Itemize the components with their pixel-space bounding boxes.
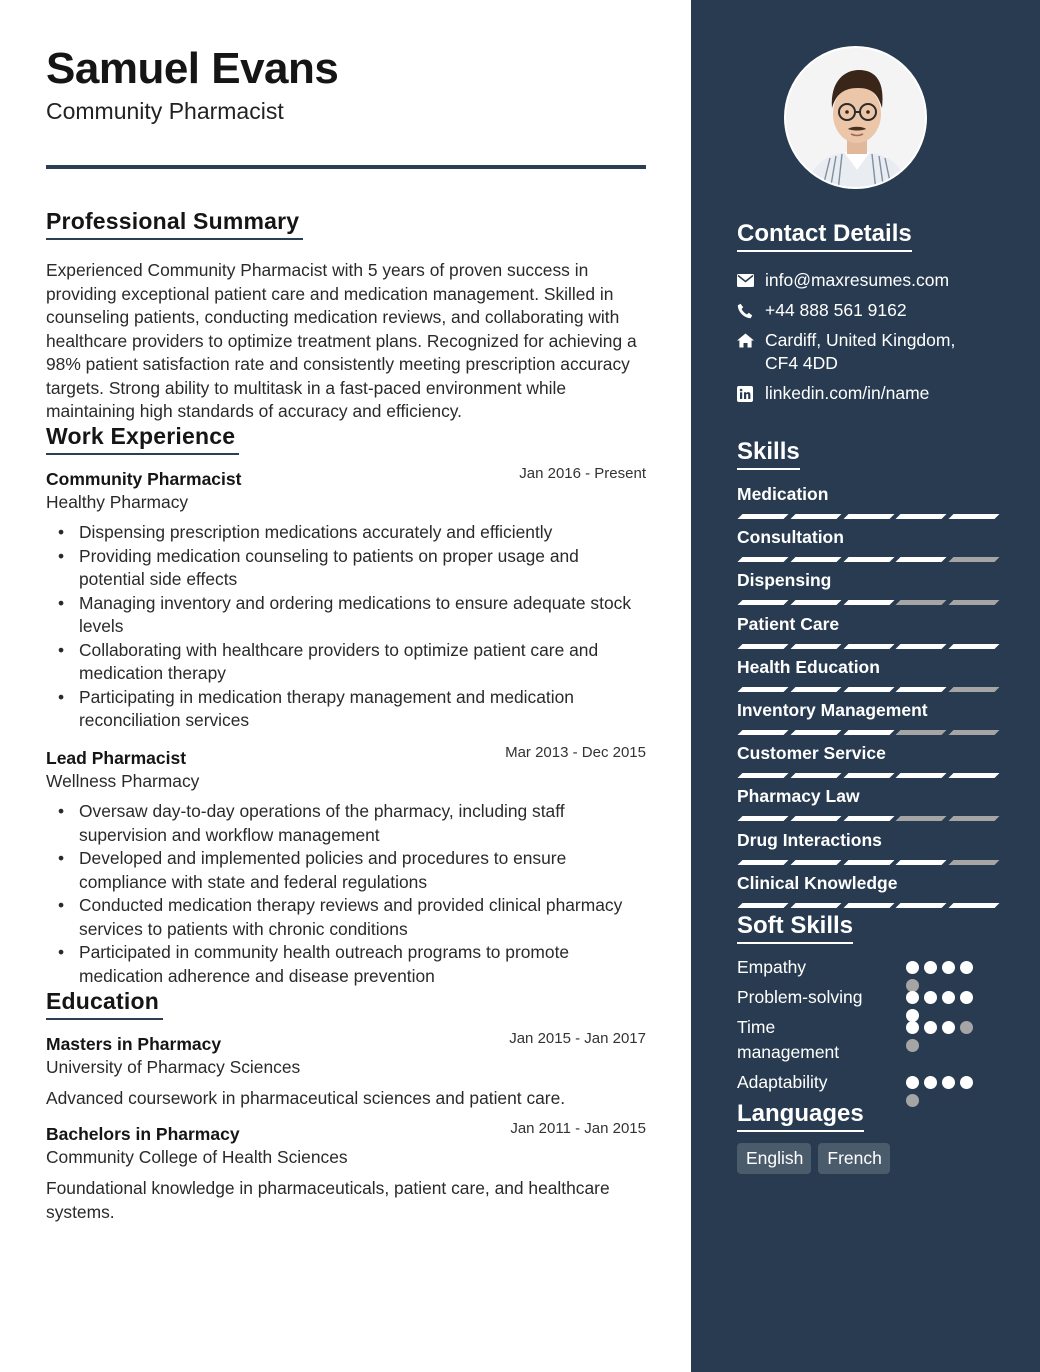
job-bullet: • Conducted medication therapy reviews and provided clinical pharmacy services to patients with chronic conditions: [58, 895, 623, 939]
skill-level-segment-filled: [790, 773, 841, 778]
soft-skill-name: Time management: [737, 1017, 840, 1062]
skill-level-segment-filled: [843, 514, 894, 519]
soft-skill-dot-filled: [942, 991, 955, 1004]
job-company: Healthy Pharmacy: [46, 492, 189, 512]
soft-skill-dot-empty: [906, 1039, 919, 1052]
envelope-icon: [737, 269, 765, 292]
skill-item: [737, 699, 997, 742]
skill-level-segment-filled: [738, 687, 789, 692]
summary-text: Experienced Community Pharmacist with 5 years of proven success in providing exceptional patient care and medication management. Skilled in counseling patients, conducting medication reviews, and collaborating with healthcare providers to optimize treatment plans. Recognized for achieving a 98% patient satisfaction rate and consistently meeting prescription accuracy targets. Strong ability to multitask in a fast-paced environment while maintaining high standards of accuracy and efficiency.: [46, 260, 637, 421]
skill-level-segment-filled: [896, 644, 947, 649]
skill-level-segment-filled: [949, 903, 1000, 908]
skill-level-segment-empty: [949, 557, 1000, 562]
soft-skills-list: [737, 955, 997, 1100]
soft-skill-name: Adaptability: [737, 1072, 828, 1092]
job-bullet: • Participated in community health outreach programs to promote medication adherence and disease prevention: [58, 942, 570, 986]
skill-level-segment-filled: [896, 557, 947, 562]
education-degree: Masters in Pharmacy: [46, 1034, 222, 1054]
soft-skill-dot-filled: [960, 961, 973, 974]
skill-item: [737, 742, 997, 785]
job-bullets: [46, 800, 646, 988]
skill-level-bar: [737, 816, 997, 821]
job-role: Community Pharmacist: [46, 469, 242, 489]
education-date: Jan 2011 - Jan 2015: [510, 1120, 646, 1137]
skill-level-segment-empty: [949, 730, 1000, 735]
skill-name: Clinical Knowledge: [737, 872, 898, 893]
soft-skill-dots: [906, 1076, 986, 1107]
contact-heading: Contact Details: [737, 220, 912, 252]
skill-level-segment-filled: [843, 730, 894, 735]
skill-level-segment-empty: [896, 816, 947, 821]
summary-heading: Professional Summary: [46, 208, 303, 240]
skill-level-bar: [737, 514, 997, 519]
soft-skill-dot-empty: [960, 1021, 973, 1034]
skill-item: [737, 613, 997, 656]
soft-skill-name: Empathy: [737, 957, 807, 977]
skill-level-segment-filled: [843, 816, 894, 821]
soft-skill-dot-filled: [942, 961, 955, 974]
skill-name: Pharmacy Law: [737, 786, 860, 807]
skill-level-segment-filled: [896, 687, 947, 692]
education-school: University of Pharmacy Sciences: [46, 1057, 301, 1077]
skill-level-bar: [737, 557, 997, 562]
skill-level-segment-filled: [738, 903, 789, 908]
skill-level-segment-filled: [738, 730, 789, 735]
skill-level-segment-filled: [790, 730, 841, 735]
skill-level-segment-filled: [896, 773, 947, 778]
skill-level-segment-filled: [738, 860, 789, 865]
contact-phone[interactable]: +44 888 561 9162: [737, 299, 997, 322]
job-company: Wellness Pharmacy: [46, 771, 200, 791]
soft-skill-dot-filled: [924, 991, 937, 1004]
soft-skill-dot-filled: [906, 961, 919, 974]
job-date: Jan 2016 - Present: [519, 465, 646, 482]
skill-level-segment-filled: [790, 600, 841, 605]
soft-skill-dot-filled: [906, 1076, 919, 1089]
job-entry: [46, 465, 646, 733]
skill-level-segment-filled: [896, 514, 947, 519]
skill-level-segment-filled: [738, 816, 789, 821]
soft-skill-dot-filled: [960, 991, 973, 1004]
skill-level-bar: [737, 644, 997, 649]
skill-level-segment-filled: [843, 860, 894, 865]
job-date: Mar 2013 - Dec 2015: [505, 744, 646, 761]
skill-item: [737, 483, 997, 526]
skill-level-segment-empty: [949, 816, 1000, 821]
skill-item: [737, 872, 997, 915]
education-description: Foundational knowledge in pharmaceuticals, patient care, and healthcare systems.: [46, 1178, 610, 1222]
skill-name: Medication: [737, 484, 829, 504]
skills-heading: Skills: [737, 438, 800, 470]
skill-level-segment-filled: [738, 773, 789, 778]
skill-level-segment-filled: [949, 773, 1000, 778]
language-chip: French: [818, 1143, 889, 1174]
skill-level-segment-filled: [843, 687, 894, 692]
education-degree: Bachelors in Pharmacy: [46, 1124, 240, 1144]
experience-heading: Work Experience: [46, 423, 239, 455]
skill-level-segment-filled: [843, 644, 894, 649]
skill-name: Dispensing: [737, 570, 832, 591]
skill-level-segment-filled: [843, 903, 894, 908]
job-entry: [46, 744, 646, 988]
languages-heading: Languages: [737, 1100, 864, 1132]
soft-skill-dot-filled: [942, 1021, 955, 1034]
skill-level-segment-empty: [896, 730, 947, 735]
education-heading: Education: [46, 988, 163, 1020]
skill-level-segment-filled: [738, 557, 789, 562]
skill-name: Consultation: [737, 527, 844, 548]
skill-level-segment-filled: [896, 903, 947, 908]
skill-level-segment-empty: [949, 687, 1000, 692]
soft-skill-item: [737, 955, 997, 985]
job-bullet: • Collaborating with healthcare providers to optimize patient care and medication therapy: [58, 639, 599, 683]
education-school: Community College of Health Sciences: [46, 1147, 348, 1167]
soft-skills-heading: Soft Skills: [737, 912, 853, 944]
skill-level-segment-filled: [738, 600, 789, 605]
skill-level-segment-empty: [896, 600, 947, 605]
skill-level-segment-filled: [896, 860, 947, 865]
education-date: Jan 2015 - Jan 2017: [509, 1030, 646, 1047]
soft-skill-dot-empty: [906, 1094, 919, 1107]
skill-level-segment-filled: [790, 860, 841, 865]
job-bullet: • Dispensing prescription medications accurately and efficiently: [58, 522, 553, 542]
skill-level-segment-filled: [738, 514, 789, 519]
contact-email[interactable]: info@maxresumes.com: [737, 269, 997, 292]
skill-name: Patient Care: [737, 613, 840, 634]
skill-level-segment-empty: [949, 600, 1000, 605]
language-chip: English: [737, 1143, 811, 1174]
phone-icon: [737, 299, 765, 322]
job-bullet: • Managing inventory and ordering medications to ensure adequate stock levels: [58, 592, 632, 636]
candidate-title: Community Pharmacist: [46, 98, 284, 124]
skill-level-bar: [737, 860, 997, 865]
job-bullet: • Providing medication counseling to patients on proper usage and potential side effects: [58, 545, 579, 589]
skill-level-bar: [737, 600, 997, 605]
skill-item: [737, 785, 997, 828]
skill-level-segment-filled: [790, 687, 841, 692]
skill-item: [737, 829, 997, 872]
soft-skill-dots: [906, 1021, 986, 1052]
skill-name: Customer Service: [737, 743, 886, 764]
skill-level-bar: [737, 773, 997, 778]
skill-level-segment-filled: [843, 600, 894, 605]
contact-list: [737, 269, 997, 412]
languages-list: [737, 1143, 890, 1174]
soft-skill-dot-filled: [924, 1021, 937, 1034]
contact-address: Cardiff, United Kingdom, CF4 4DD: [737, 329, 997, 375]
skill-name: Drug Interactions: [737, 829, 882, 850]
soft-skill-item: [737, 1015, 997, 1070]
skill-level-segment-filled: [843, 773, 894, 778]
skill-level-bar: [737, 687, 997, 692]
education-description: Advanced coursework in pharmaceutical sciences and patient care.: [46, 1088, 566, 1108]
linkedin-icon: [737, 382, 765, 405]
soft-skill-dot-filled: [924, 1076, 937, 1089]
skill-level-segment-filled: [949, 514, 1000, 519]
skill-item: [737, 656, 997, 699]
home-icon: [737, 329, 765, 352]
job-bullet: • Participating in medication therapy management and medication reconciliation services: [58, 686, 574, 730]
job-bullet: • Oversaw day-to-day operations of the pharmacy, including staff supervision and workflow management: [58, 801, 565, 845]
soft-skill-dot-filled: [906, 991, 919, 1004]
profile-photo: [784, 46, 927, 189]
soft-skill-name: Problem-solving: [737, 987, 863, 1007]
skill-level-segment-filled: [790, 514, 841, 519]
education-entry: [46, 1030, 646, 1110]
header-divider: [46, 165, 646, 169]
skill-name: Inventory Management: [737, 699, 928, 720]
soft-skill-dot-filled: [942, 1076, 955, 1089]
skill-level-segment-filled: [738, 644, 789, 649]
skill-level-segment-filled: [843, 557, 894, 562]
skills-list: [737, 483, 997, 915]
skill-item: [737, 569, 997, 612]
job-role: Lead Pharmacist: [46, 748, 187, 768]
skill-level-segment-filled: [790, 644, 841, 649]
soft-skill-dot-filled: [960, 1076, 973, 1089]
skill-item: [737, 526, 997, 569]
skill-level-segment-filled: [949, 644, 1000, 649]
skill-level-segment-filled: [790, 816, 841, 821]
education-entry: [46, 1120, 646, 1224]
soft-skill-dot-filled: [906, 1021, 919, 1034]
soft-skill-item: [737, 1070, 997, 1100]
candidate-name: Samuel Evans: [46, 44, 339, 93]
sidebar: [691, 0, 1040, 1372]
skill-level-segment-filled: [790, 903, 841, 908]
soft-skill-item: [737, 985, 997, 1015]
skill-level-segment-empty: [949, 860, 1000, 865]
skill-level-bar: [737, 730, 997, 735]
skill-name: Health Education: [737, 656, 880, 677]
job-bullets: [46, 521, 646, 733]
skill-level-segment-filled: [790, 557, 841, 562]
job-bullet: • Developed and implemented policies and procedures to ensure compliance with state and federal regulations: [58, 848, 567, 892]
skill-level-bar: [737, 903, 997, 908]
soft-skill-dot-filled: [924, 961, 937, 974]
contact-linkedin[interactable]: linkedin.com/in/name: [737, 382, 997, 405]
